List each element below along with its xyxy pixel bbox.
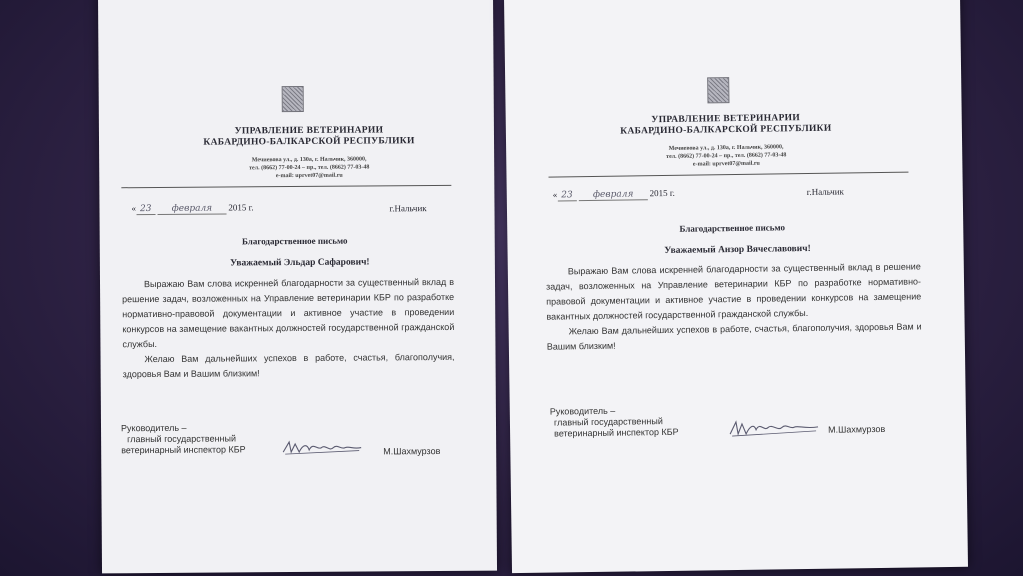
signature-title [550, 405, 679, 440]
date-quote: « [131, 203, 137, 214]
signature-title-line-2: главный государственный [127, 433, 237, 445]
address-line-2: тел. (8662) 77-00-24 – пр., тел. (8662) 77-03-48 [249, 164, 370, 172]
letter-body [122, 275, 455, 382]
department-line-1: УПРАВЛЕНИЕ ВЕТЕРИНАРИИ [651, 113, 801, 126]
department-line-2: КАБАРДИНО-БАЛКАРСКОЙ РЕСПУБЛИКИ [620, 123, 832, 137]
signature-title-line-2: главный государственный [553, 416, 663, 428]
date-month: февраля [158, 203, 227, 214]
body-paragraph-1: Выражаю Вам слова искренней благодарности за существенный вклад в решение задач, возложенных на Управление ветеринарии КБР по разработке нормативно-правовой документации и активное участие в проведении конкурсов на замещение вакантных должностей государственной гражданской службы. [545, 261, 922, 322]
signer-name: М.Шахмурзов [828, 423, 886, 435]
header-divider [121, 185, 451, 188]
department-line-1: УПРАВЛЕНИЕ ВЕТЕРИНАРИИ [234, 125, 384, 137]
signature-title [115, 422, 246, 456]
header-divider [549, 172, 909, 178]
letter-city: г.Нальчик [389, 203, 427, 214]
handwritten-signature [728, 417, 820, 440]
date-month: февраля [579, 189, 648, 201]
body-paragraph-1: Выражаю Вам слова искренней благодарности за существенный вклад в решение задач, возложенных на Управление ветеринарии КБР по разработке нормативно-правовой документации и активное участие в проведении конкурсов на замещение вакантных должностей государственной гражданской службы. [122, 276, 455, 350]
signature-title-line-3: ветеринарный инспектор КБР [554, 426, 679, 439]
date-year: 2015 г. [228, 202, 254, 213]
body-paragraph-2: Желаю Вам дальнейших успехов в работе, счастья, благополучия, здоровья Вам и Вашим близким! [546, 321, 922, 352]
letter-date [553, 188, 675, 201]
address-line-2: тел. (8662) 77-00-24 – пр., тел. (8662) 77-03-48 [666, 152, 787, 160]
letter-title: Благодарственное письмо [679, 222, 786, 234]
address-line-1: Мечиевова ул., д. 130а, г. Нальчик, 360000, [668, 144, 784, 152]
coat-of-arms-emblem [282, 86, 304, 112]
date-day: 23 [557, 190, 577, 201]
handwritten-signature [281, 438, 363, 459]
body-paragraph-2: Желаю Вам дальнейших успехов в работе, счастья, благополучия, здоровья Вам и Вашим близким! [122, 351, 455, 380]
department-name [566, 112, 886, 138]
department-line-2: КАБАРДИНО-БАЛКАРСКОЙ РЕСПУБЛИКИ [203, 136, 415, 148]
address-block [159, 155, 459, 181]
date-day: 23 [136, 204, 156, 215]
date-quote: « [552, 189, 558, 200]
signature-title-line-1: Руководитель – [120, 422, 187, 434]
letter-city: г.Нальчик [806, 186, 844, 198]
department-name [159, 125, 459, 149]
letter-left [98, 0, 497, 573]
address-line-3: e-mail: uprvet07@mail.ru [275, 172, 343, 180]
letter-right [504, 0, 968, 573]
coat-of-arms-emblem [707, 77, 729, 103]
signature-title-line-1: Руководитель – [549, 405, 616, 417]
signature-title-line-3: ветеринарный инспектор КБР [121, 444, 246, 456]
signer-name: М.Шахмурзов [383, 446, 441, 457]
address-line-1: Мечиевова ул., д. 130а, г. Нальчик, 360000, [251, 156, 367, 164]
letter-greeting: Уважаемый Анзор Вячеславович! [664, 243, 811, 256]
address-line-3: e-mail: uprvet07@mail.ru [692, 160, 760, 168]
letter-greeting: Уважаемый Эльдар Сафарович! [230, 257, 370, 269]
letter-date [131, 202, 253, 214]
letter-title: Благодарственное письмо [241, 235, 348, 247]
address-block [566, 142, 886, 170]
date-year: 2015 г. [649, 187, 675, 199]
letter-body [546, 259, 922, 354]
